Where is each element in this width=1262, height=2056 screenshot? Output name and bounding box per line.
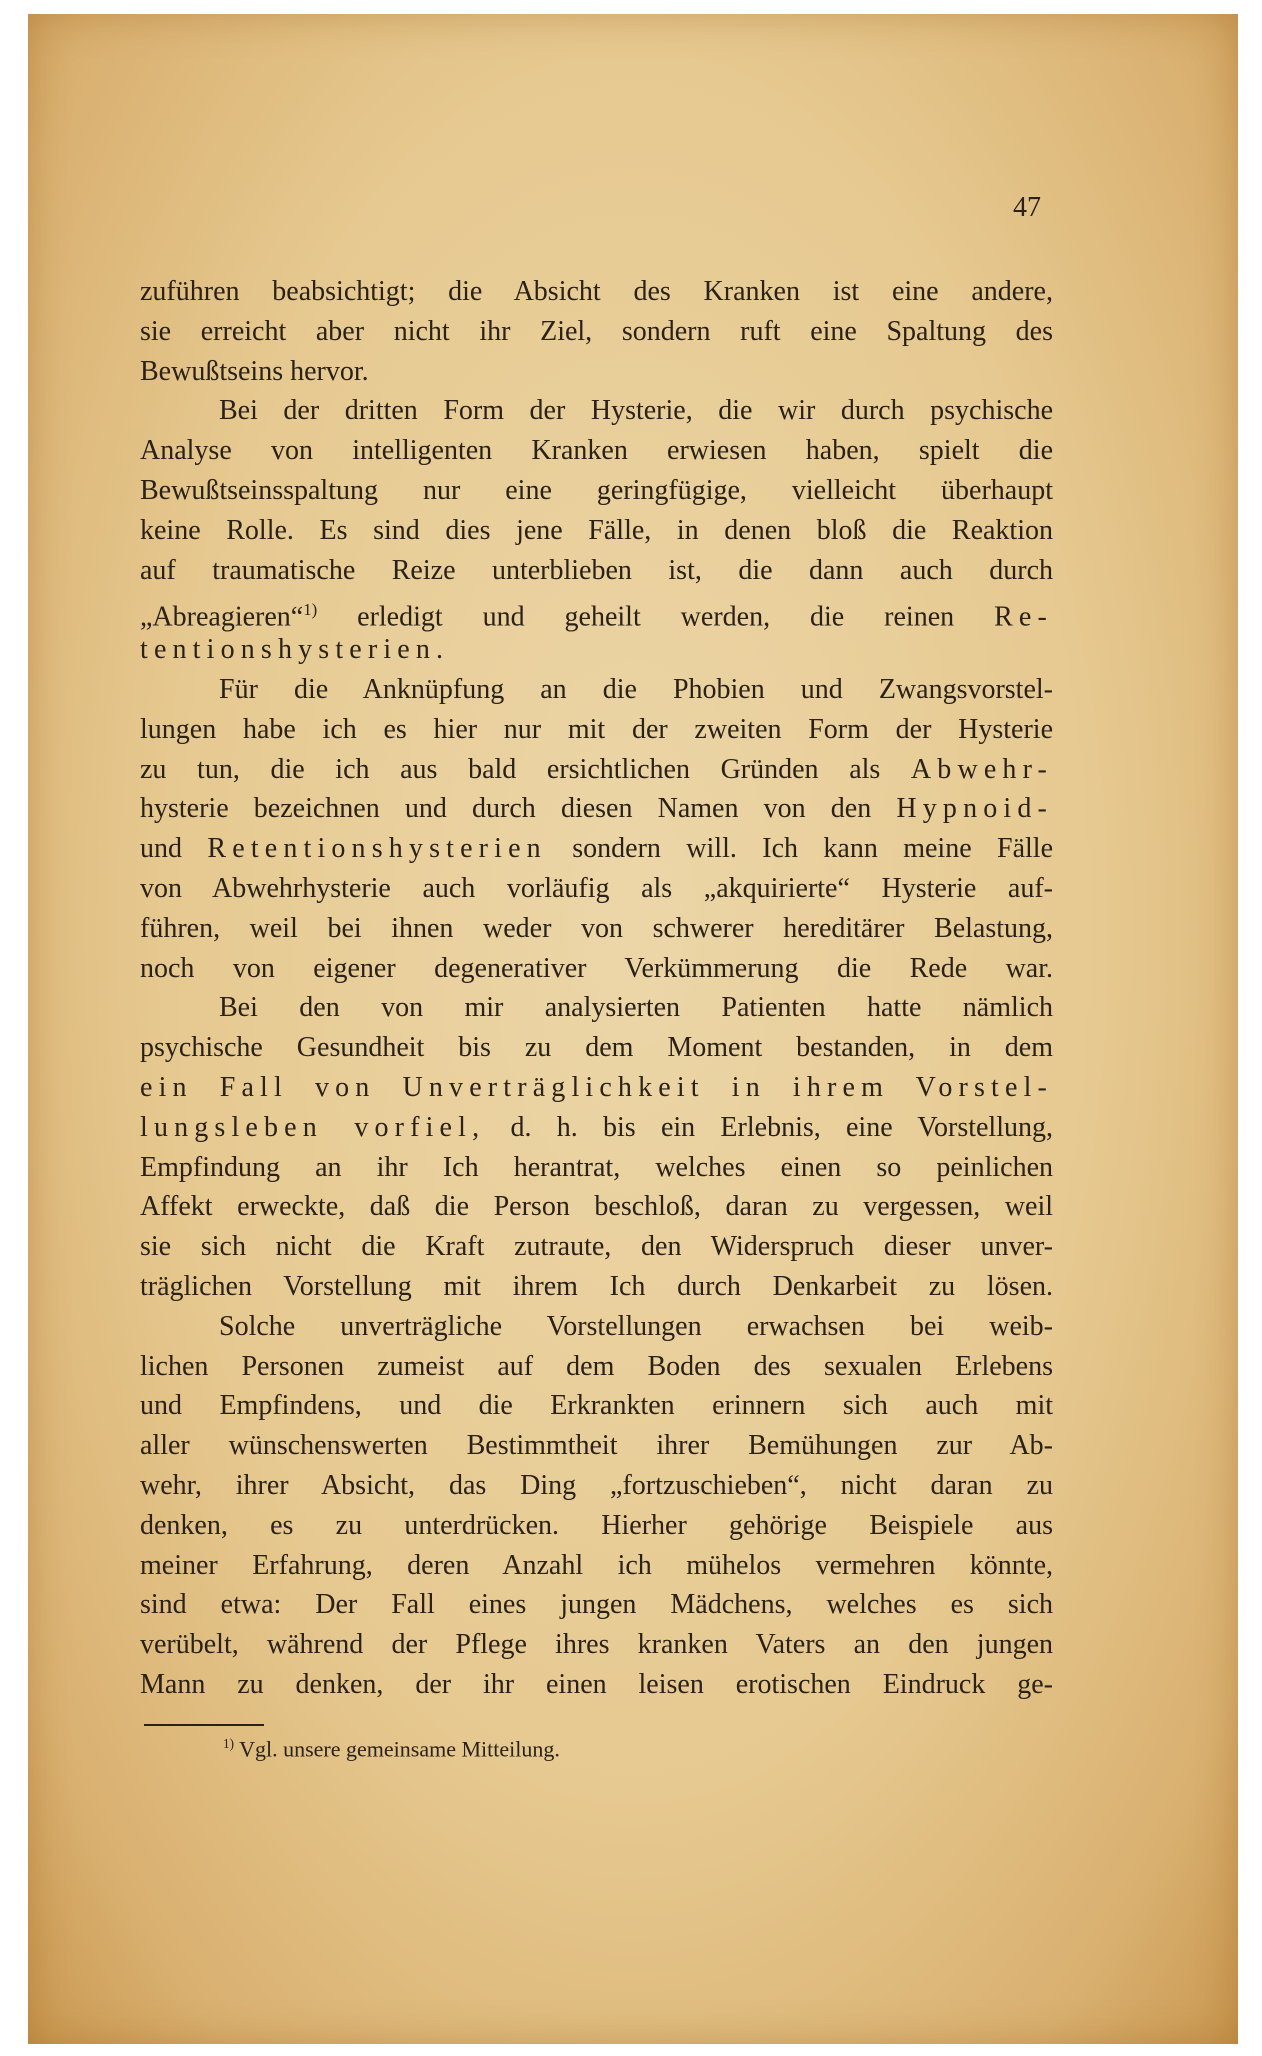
emphasized-text: lungsleben vorfiel, xyxy=(140,1111,486,1143)
text-segment: Solche unverträgliche Vorstellungen erwachsen bei weib- xyxy=(219,1310,1053,1342)
text-segment: Mann zu denken, der ihr einen leisen erotischen Eindruck ge- xyxy=(140,1668,1053,1700)
text-line xyxy=(140,272,1053,312)
text-line xyxy=(140,789,1053,829)
page-number: 47 xyxy=(1013,192,1041,223)
text-line xyxy=(140,949,1053,989)
text-line xyxy=(140,1227,1053,1267)
text-segment: noch von eigener degenerativer Verkümmerung die Rede war. xyxy=(140,952,1053,984)
footnote xyxy=(223,1736,560,1762)
text-segment: Bewußtseinsspaltung nur eine geringfügige, vielleicht überhaupt xyxy=(140,474,1053,506)
text-segment: verübelt, während der Pflege ihres kranken Vaters an den jungen xyxy=(140,1629,1053,1661)
text-segment: meiner Erfahrung, deren Anzahl ich mühelos vermehren könnte, xyxy=(140,1549,1053,1581)
text-line xyxy=(140,1466,1053,1506)
text-segment: sondern will. Ich kann meine Fälle xyxy=(546,833,1054,865)
text-segment: denken, es zu unterdrücken. Hierher gehörige Beispiele aus xyxy=(140,1509,1053,1541)
text-segment: und xyxy=(140,833,208,865)
text-segment: hysterie bezeichnen und durch diesen Namen von den xyxy=(140,793,897,825)
text-segment: sie sich nicht die Kraft zutraute, den Widerspruch dieser unver- xyxy=(140,1231,1053,1263)
text-segment: führen, weil bei ihnen weder von schwerer hereditärer Belastung, xyxy=(140,912,1053,944)
text-line xyxy=(140,1028,1053,1068)
text-segment: Bei der dritten Form der Hysterie, die wir durch psychische xyxy=(219,395,1053,427)
emphasized-text: Abwehr- xyxy=(910,753,1053,785)
text-line xyxy=(140,988,1053,1028)
text-line xyxy=(140,670,1053,710)
emphasized-text: ein Fall von Unverträglichkeit in ihrem Vorstel- xyxy=(140,1071,1053,1103)
emphasized-text: tentionshysterien. xyxy=(140,634,450,666)
text-segment: Bewußtseins hervor. xyxy=(140,355,369,387)
text-segment: lungen habe ich es hier nur mit der zweiten Form der Hysterie xyxy=(140,713,1053,745)
body-text xyxy=(140,272,1053,1705)
text-segment: d. h. bis ein Erlebnis, eine Vorstellung, xyxy=(485,1111,1053,1143)
text-segment: zu tun, die ich aus bald ersichtlichen Gründen als xyxy=(140,753,911,785)
text-segment: wehr, ihrer Absicht, das Ding „fortzuschieben“, nicht daran zu xyxy=(140,1469,1053,1501)
emphasized-text: Retentionshysterien xyxy=(207,833,547,865)
text-line xyxy=(140,1665,1053,1705)
text-line xyxy=(140,1307,1053,1347)
text-line xyxy=(140,750,1053,790)
text-line xyxy=(140,551,1053,591)
text-line xyxy=(140,1546,1053,1586)
text-line xyxy=(140,1506,1053,1546)
text-segment: Analyse von intelligenten Kranken erwiesen haben, spielt die xyxy=(140,435,1053,467)
text-segment: Bei den von mir analysierten Patienten hatte nämlich xyxy=(219,992,1053,1024)
footnote-marker: 1) xyxy=(223,1736,234,1751)
text-line xyxy=(140,391,1053,431)
footnote-text: Vgl. unsere gemeinsame Mitteilung. xyxy=(234,1736,560,1762)
text-segment: Empfindung an ihr Ich herantrat, welches einen so peinlichen xyxy=(140,1151,1053,1183)
text-line xyxy=(140,352,1053,392)
emphasized-text: Re- xyxy=(994,601,1053,633)
text-segment: träglichen Vorstellung mit ihrem Ich durch Denkarbeit zu lösen. xyxy=(140,1270,1053,1302)
footnote-reference: 1) xyxy=(303,600,318,620)
text-line xyxy=(140,431,1053,471)
text-line xyxy=(140,1267,1053,1307)
text-segment: sind etwa: Der Fall eines jungen Mädchens, welches es sich xyxy=(140,1589,1053,1621)
text-line xyxy=(140,312,1053,352)
footnote-rule xyxy=(144,1724,264,1726)
text-segment: lichen Personen zumeist auf dem Boden des sexualen Erlebens xyxy=(140,1350,1053,1382)
text-line xyxy=(140,471,1053,511)
text-segment: auf traumatische Reize unterblieben ist, die dann auch durch xyxy=(140,554,1053,586)
text-line xyxy=(140,869,1053,909)
text-line xyxy=(140,1386,1053,1426)
text-segment: „Abreagieren“ xyxy=(140,601,304,633)
text-segment: zuführen beabsichtigt; die Absicht des Kranken ist eine andere, xyxy=(140,276,1053,307)
text-line xyxy=(140,1148,1053,1188)
text-segment: Für die Anknüpfung an die Phobien und Zwangsvorstel- xyxy=(219,673,1053,705)
text-line xyxy=(140,1068,1053,1108)
text-line xyxy=(140,1187,1053,1227)
text-line xyxy=(140,590,1053,633)
text-segment: keine Rolle. Es sind dies jene Fälle, in denen bloß die Reaktion xyxy=(140,514,1053,546)
text-line xyxy=(140,1585,1053,1625)
text-segment: Affekt erweckte, daß die Person beschloß, daran zu vergessen, weil xyxy=(140,1191,1053,1223)
text-line xyxy=(140,710,1053,750)
text-line xyxy=(140,1625,1053,1665)
text-segment: psychische Gesundheit bis zu dem Moment bestanden, in dem xyxy=(140,1032,1053,1064)
emphasized-text: Hypnoid- xyxy=(896,793,1053,825)
text-segment: erledigt und geheilt werden, die reinen xyxy=(317,601,995,633)
text-line xyxy=(140,1108,1053,1148)
text-line xyxy=(140,511,1053,551)
text-line xyxy=(140,829,1053,869)
text-line xyxy=(140,1347,1053,1387)
text-segment: von Abwehrhysterie auch vorläufig als „akquirierte“ Hysterie auf- xyxy=(140,872,1053,904)
text-segment: aller wünschenswerten Bestimmtheit ihrer Bemühungen zur Ab- xyxy=(140,1430,1053,1462)
text-line xyxy=(140,1426,1053,1466)
text-line xyxy=(140,909,1053,949)
text-segment: und Empfindens, und die Erkrankten erinnern sich auch mit xyxy=(140,1390,1053,1422)
text-line xyxy=(140,630,1053,670)
text-segment: sie erreicht aber nicht ihr Ziel, sondern ruft eine Spaltung des xyxy=(140,315,1053,347)
book-page xyxy=(28,14,1238,2044)
